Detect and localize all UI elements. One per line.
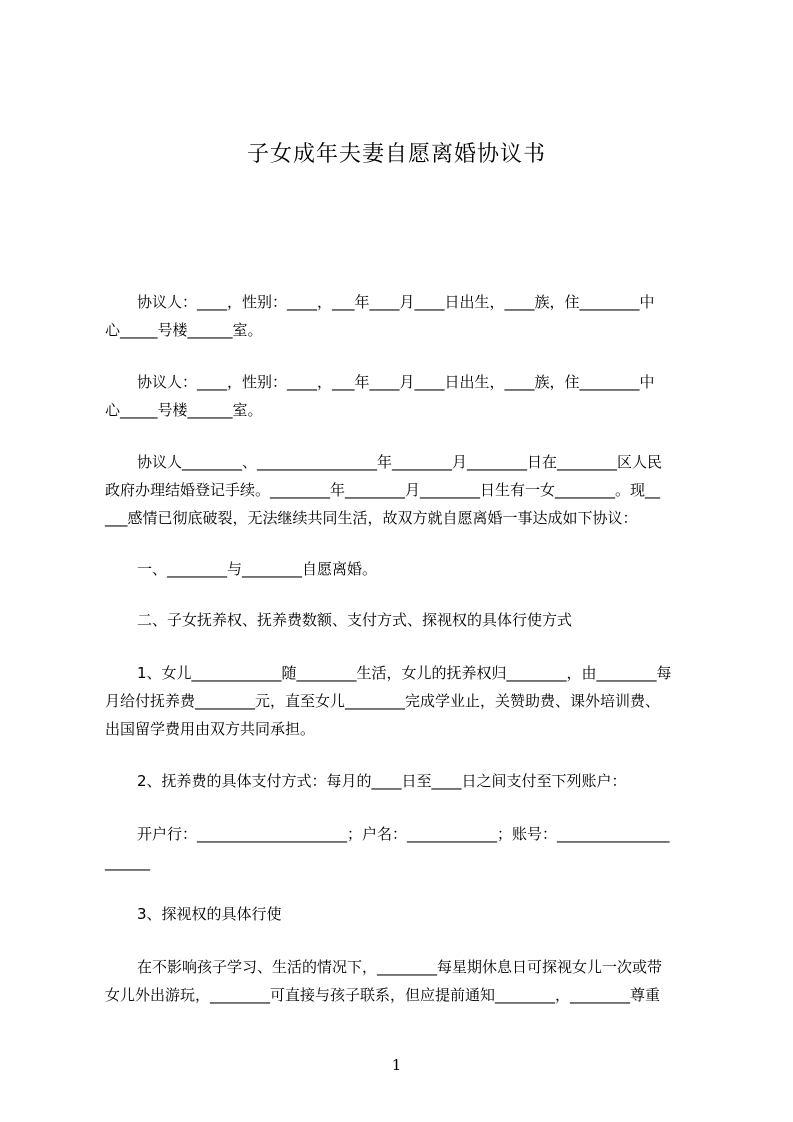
account-paragraph xyxy=(105,820,705,876)
item2-text: 2、抚养费的具体支付方式：每月的____日至____日之间支付至下列账户： xyxy=(137,772,627,790)
marriage-paragraph xyxy=(105,448,705,532)
party2-paragraph xyxy=(105,368,705,424)
clause2-heading: 二、子女抚养权、抚养费数额、支付方式、探视权的具体行使方式 xyxy=(137,611,573,629)
page-number: 1 xyxy=(391,1056,402,1074)
party1-line1: 协议人：____，性别：____，___年____月____日出生，____族，住________中 xyxy=(137,293,655,311)
marriage-line3: ___感情已彻底破裂，无法继续共同生活，故双方就自愿离婚一事达成如下协议： xyxy=(105,509,638,527)
party2-line1: 协议人：____，性别：____，___年____月____日出生，____族，住________中 xyxy=(137,373,655,391)
item2-paragraph xyxy=(105,767,705,795)
party1-line2: 心_____号楼______室。 xyxy=(105,321,263,339)
item3-paragraph xyxy=(105,900,705,928)
visit-line1: 在不影响孩子学习、生活的情况下，________每星期休息日可探视女儿一次或带 xyxy=(137,958,663,976)
marriage-line1: 协议人________、________________年________月________日在________区人民 xyxy=(137,453,663,471)
clause1-text: 一、________与________自愿离婚。 xyxy=(137,560,378,578)
clause1-paragraph xyxy=(105,555,705,583)
item1-paragraph xyxy=(105,659,705,743)
party1-paragraph xyxy=(105,288,705,344)
item1-line2: 月给付抚养费________元，直至女儿________完成学业止，关赞助费、课外培训费、 xyxy=(105,692,661,710)
visit-paragraph xyxy=(105,953,705,1009)
item1-line1: 1、女儿____________随________生活，女儿的抚养权归________，由________每 xyxy=(137,664,672,682)
account-line2: ______ xyxy=(105,853,150,871)
document-title: 子女成年夫妻自愿离婚协议书 xyxy=(246,142,546,167)
account-line1: 开户行：____________________；户名：____________；账号：_______________ xyxy=(137,825,670,843)
item3-heading: 3、探视权的具体行使 xyxy=(137,905,282,923)
party2-line2: 心_____号楼______室。 xyxy=(105,401,263,419)
marriage-line2: 政府办理结婚登记手续。________年________月________日生有一女________。现__ xyxy=(105,481,661,499)
clause2-paragraph xyxy=(105,606,705,634)
visit-line2: 女儿外出游玩，________可直接与孩子联系，但应提前通知________，________尊重 xyxy=(105,986,661,1004)
item1-line3: 出国留学费用由双方共同承担。 xyxy=(105,720,316,738)
